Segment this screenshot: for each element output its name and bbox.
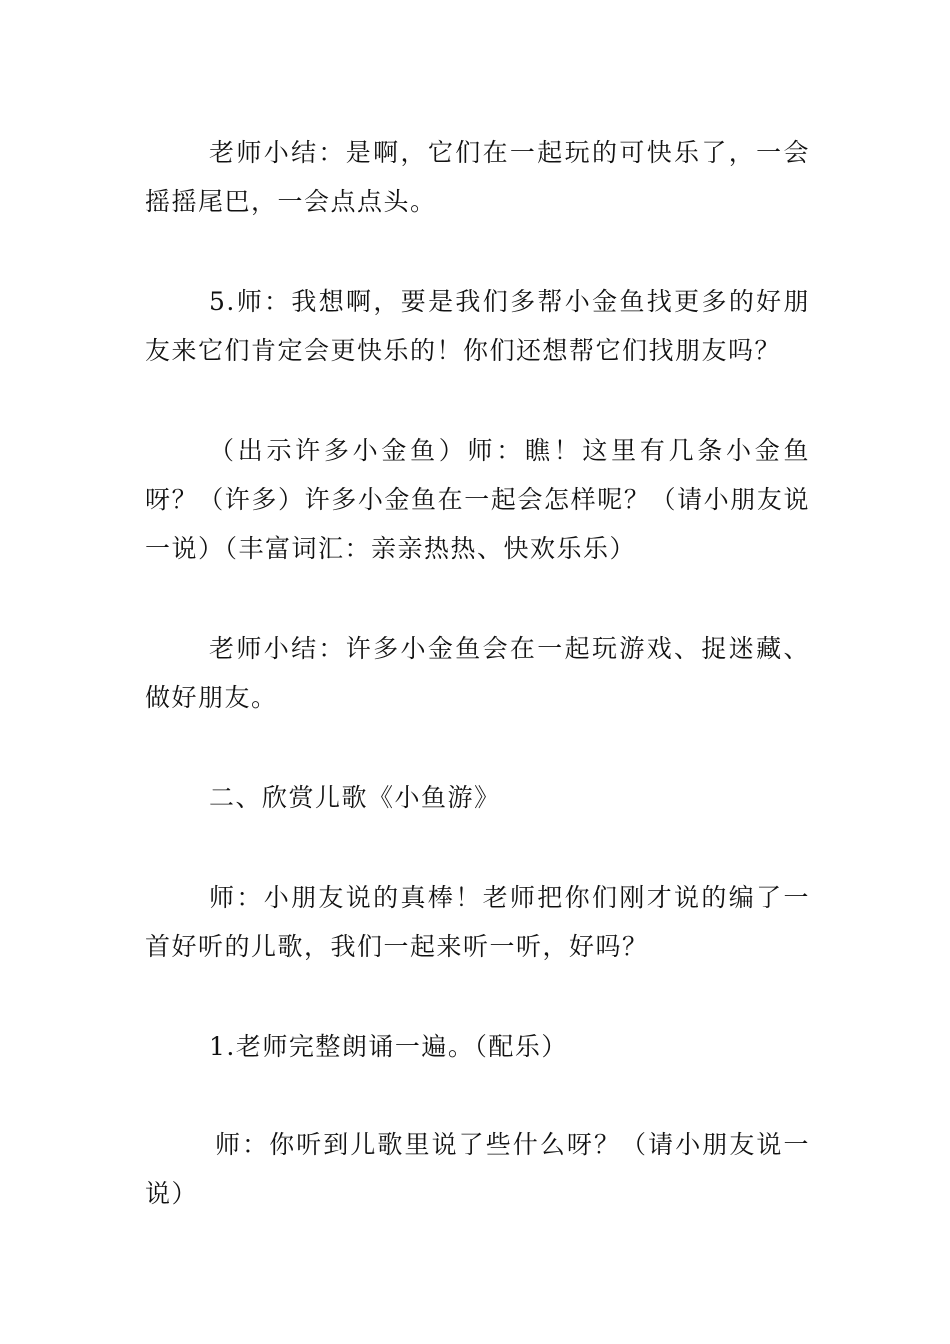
paragraph-teacher-summary-1: 老师小结：是啊，它们在一起玩的可快乐了，一会摇摇尾巴，一会点点头。 (145, 138, 810, 216)
paragraph-show-goldfish: （出示许多小金鱼）师：瞧！这里有几条小金鱼呀？（许多）许多小金鱼在一起会怎样呢？（请小朋友说一说）（丰富词汇：亲亲热热、快欢乐乐） (145, 436, 810, 563)
paragraph-teacher-praise: 师：小朋友说的真棒！老师把你们刚才说的编了一首好听的儿歌，我们一起来听一听，好吗？ (145, 883, 810, 961)
paragraph-step-5: 5.师：我想啊，要是我们多帮小金鱼找更多的好朋友来它们肯定会更快乐的！你们还想帮它们找朋友吗？ (145, 287, 810, 365)
paragraph-teacher-summary-2: 老师小结：许多小金鱼会在一起玩游戏、捉迷藏、做好朋友。 (145, 634, 810, 712)
paragraph-step-1-recite: 1.老师完整朗诵一遍。（配乐） (209, 1032, 568, 1061)
section-heading-appreciate-song: 二、欣赏儿歌《小鱼游》 (209, 783, 501, 812)
paragraph-question: 师：你听到儿歌里说了些什么呀？（请小朋友说一说） (145, 1130, 810, 1208)
